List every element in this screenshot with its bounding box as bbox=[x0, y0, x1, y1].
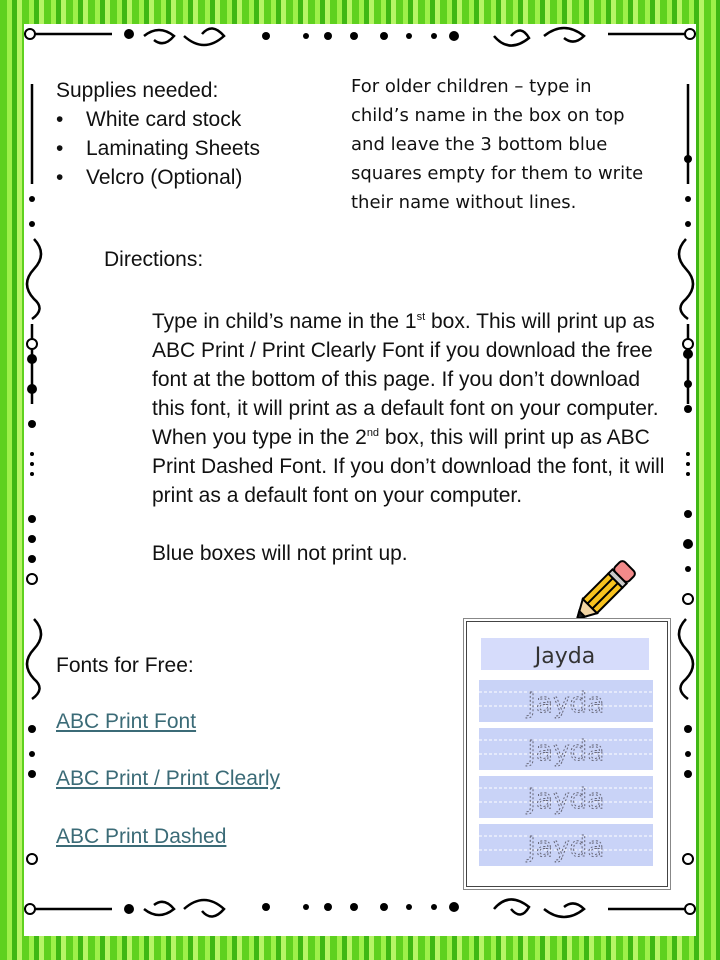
directions-paragraph-1: Type in child’s name in the 1st box. This will print up as ABC Print / Print Clearly Font if you download the free font at the bottom of this page. If you don’t download this font, it will print as a default font on your computer. bbox=[152, 310, 659, 420]
supplies-item-laminating-sheets: • Laminating Sheets bbox=[56, 134, 260, 163]
preview-name: Jayda bbox=[534, 644, 596, 669]
abc-print-dashed-link[interactable]: ABC Print Dashed bbox=[56, 825, 227, 848]
supplies-list bbox=[56, 105, 260, 192]
abc-print-clearly-link[interactable]: ABC Print / Print Clearly bbox=[56, 767, 281, 790]
fonts-heading: Fonts for Free: bbox=[56, 654, 194, 677]
supplies-heading: Supplies needed: bbox=[56, 79, 219, 102]
supplies-section bbox=[56, 76, 260, 192]
traced-name-2: Jayda bbox=[527, 734, 605, 767]
name-card-preview bbox=[466, 621, 668, 887]
supplies-item-card-stock: • White card stock bbox=[56, 105, 260, 134]
directions-paragraph-2: When you type in the 2nd box, this will print up as ABC Print Dashed Font. If you don’t download the font, it will print as a default font on your computer. bbox=[152, 426, 665, 507]
older-children-note: For older children – type in child’s name in the box on top and leave the 3 bottom blue squares empty for them to write their name without lines. bbox=[351, 76, 644, 213]
directions-body bbox=[152, 307, 672, 568]
pencil-icon bbox=[564, 552, 644, 632]
abc-print-font-link[interactable]: ABC Print Font bbox=[56, 710, 197, 733]
supplies-item-velcro: • Velcro (Optional) bbox=[56, 163, 260, 192]
directions-heading: Directions: bbox=[104, 248, 204, 271]
traced-name-4: Jayda bbox=[527, 830, 605, 863]
traced-name-3: Jayda bbox=[527, 782, 605, 815]
traced-name-1: Jayda bbox=[527, 686, 605, 719]
worksheet-page bbox=[24, 24, 696, 936]
directions-paragraph-3: Blue boxes will not print up. bbox=[152, 542, 408, 565]
